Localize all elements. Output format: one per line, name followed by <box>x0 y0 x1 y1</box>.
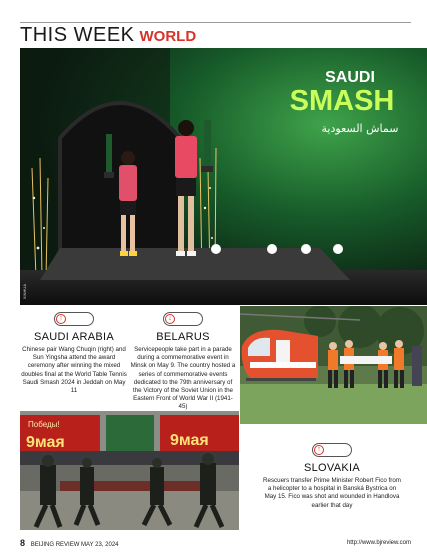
photo-credit: XINHUA <box>22 283 27 299</box>
caption-belarus <box>130 312 236 412</box>
arrow-up-badge <box>312 443 352 457</box>
caption-title: BELARUS <box>156 331 210 343</box>
arrow-down-badge <box>163 312 203 326</box>
caption-title: SAUDI ARABIA <box>33 331 114 343</box>
banner-arabic: سماش السعودية <box>321 122 399 135</box>
belarus-parade-photo <box>20 411 239 530</box>
section-header <box>20 24 196 46</box>
arrow-up-badge <box>54 312 94 326</box>
arrow-down-icon: ↓ <box>165 314 175 324</box>
header-section: WORLD <box>139 28 197 45</box>
top-rule <box>20 22 411 23</box>
banner-saudi: SAUDI <box>325 69 375 86</box>
footer-url[interactable]: http://www.bjreview.com <box>346 540 411 546</box>
caption-slovakia <box>262 443 402 510</box>
slovakia-helicopter-photo <box>240 306 427 424</box>
caption-saudi-arabia <box>20 312 128 395</box>
banner-date-right: 9мая <box>170 432 209 449</box>
banner-smash: SMASH <box>289 85 395 117</box>
page-number: 8 <box>20 538 26 548</box>
arrow-up-icon: ↑ <box>314 445 324 455</box>
saudi-smash-scene <box>20 48 427 305</box>
banner-pobedy: Победы! <box>28 420 60 429</box>
caption-text: Servicepeople take part in a parade during a commemorative event in Minsk on May 9. The country hosted a series of commemorative events dedicated to the 79th anniversary of the Victory of the Soviet Union in the Eastern Front of World War II (1941-45) <box>130 346 236 411</box>
header-title: THIS WEEK <box>20 24 135 46</box>
banner-date-left: 9мая <box>26 434 65 451</box>
caption-text: Chinese pair Wang Chuqin (right) and Sun Yingsha attend the award ceremony after winning the mixed doubles final at the World Table Tennis Saudi Smash 2024 in Jeddah on May 11 <box>21 346 127 395</box>
arrow-up-icon: ↑ <box>56 314 66 324</box>
saudi-smash-photo <box>20 48 427 305</box>
helicopter-scene <box>240 306 427 424</box>
footer-publication <box>20 538 119 548</box>
publication-name: BEIJING REVIEW MAY 23, 2024 <box>30 542 119 548</box>
caption-title: SLOVAKIA <box>304 462 360 474</box>
parade-scene <box>20 411 239 530</box>
caption-text: Rescuers transfer Prime Minister Robert Fico from a helicopter to a hospital in Banská Bystrica on May 15. Fico was shot and wounded in Handlova earlier that day <box>263 477 401 509</box>
